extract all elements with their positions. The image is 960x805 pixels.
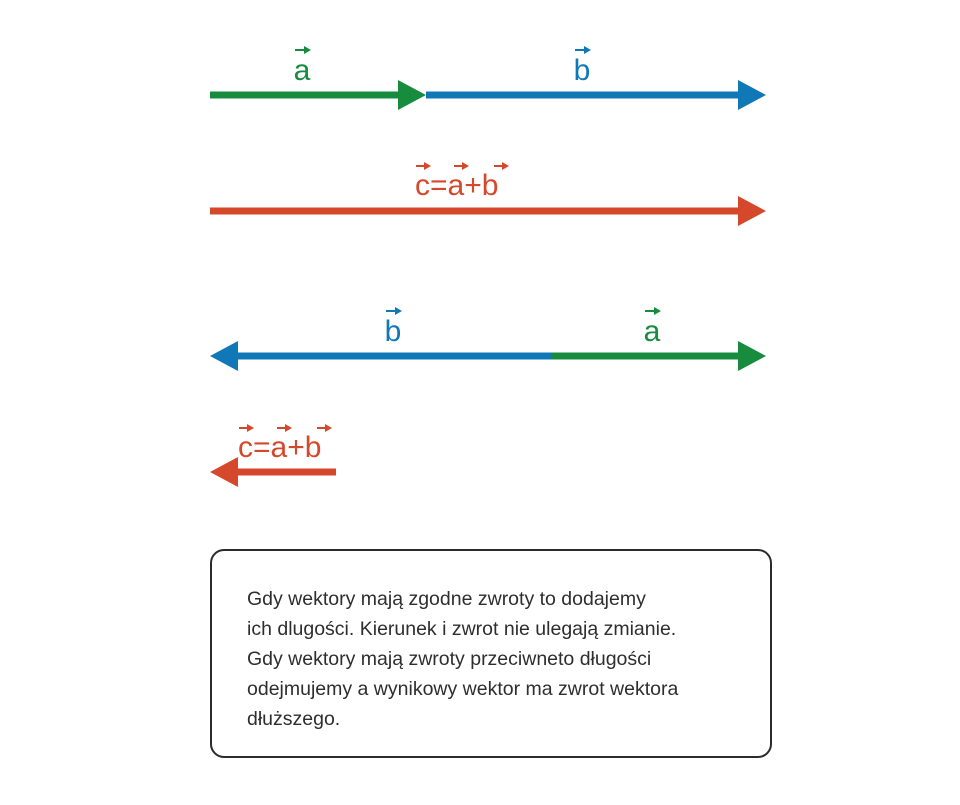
vector-c-arrowhead — [738, 196, 766, 226]
label-vector-b — [574, 46, 591, 87]
explanation-box — [210, 549, 772, 758]
vector-a-overarrow-head — [304, 46, 311, 54]
b2-overarrow-head — [325, 424, 332, 432]
vector-a-arrowhead — [398, 80, 426, 110]
label-vector-a-opposite — [644, 307, 661, 348]
formula-short-c: c — [238, 431, 253, 464]
label-c-equals-a-plus-b-short — [238, 424, 332, 464]
vector-a-opposite-letter: a — [643, 315, 661, 348]
label-vector-a — [294, 46, 311, 87]
formula-plus: + — [464, 169, 482, 202]
formula-b: b — [481, 169, 499, 202]
formula-short-text — [238, 431, 321, 464]
vector-a-right-arrowhead — [738, 341, 766, 371]
row-opposite-direction — [210, 307, 766, 371]
formula-short-equals: = — [253, 431, 271, 464]
label-vector-b-opposite — [385, 307, 402, 348]
explanation-text: Gdy wektory mają zgodne zwroty to dodajemy ich dlugości. Kierunek i zwrot nie ulegają zmianie. Gdy wektory mają zwroty przeciwneto długości odejmujemy a wynikowy wektor ma zwrot wektora dłuższego. — [247, 588, 679, 730]
vector-c-short-arrowhead — [210, 457, 238, 487]
formula-equals: = — [430, 169, 448, 202]
vector-b-left-arrowhead — [210, 341, 238, 371]
vector-b-opposite-letter: b — [384, 315, 402, 348]
row-same-direction — [210, 46, 766, 110]
formula-short-a: a — [270, 431, 288, 464]
vector-a-opposite-overarrow-head — [654, 307, 661, 315]
vector-b-letter: b — [573, 54, 591, 87]
row-resultant-same — [210, 162, 766, 226]
vector-a-letter: a — [293, 54, 311, 87]
vector-b-opposite-overarrow-head — [395, 307, 402, 315]
b-overarrow-head — [502, 162, 509, 170]
formula-short-plus: + — [287, 431, 305, 464]
row-resultant-opposite — [210, 424, 336, 487]
formula-text — [415, 169, 498, 202]
formula-short-b: b — [304, 431, 322, 464]
vector-b-overarrow-head — [584, 46, 591, 54]
vector-b-arrowhead — [738, 80, 766, 110]
formula-c: c — [415, 169, 430, 202]
label-c-equals-a-plus-b — [415, 162, 509, 202]
formula-a: a — [447, 169, 465, 202]
